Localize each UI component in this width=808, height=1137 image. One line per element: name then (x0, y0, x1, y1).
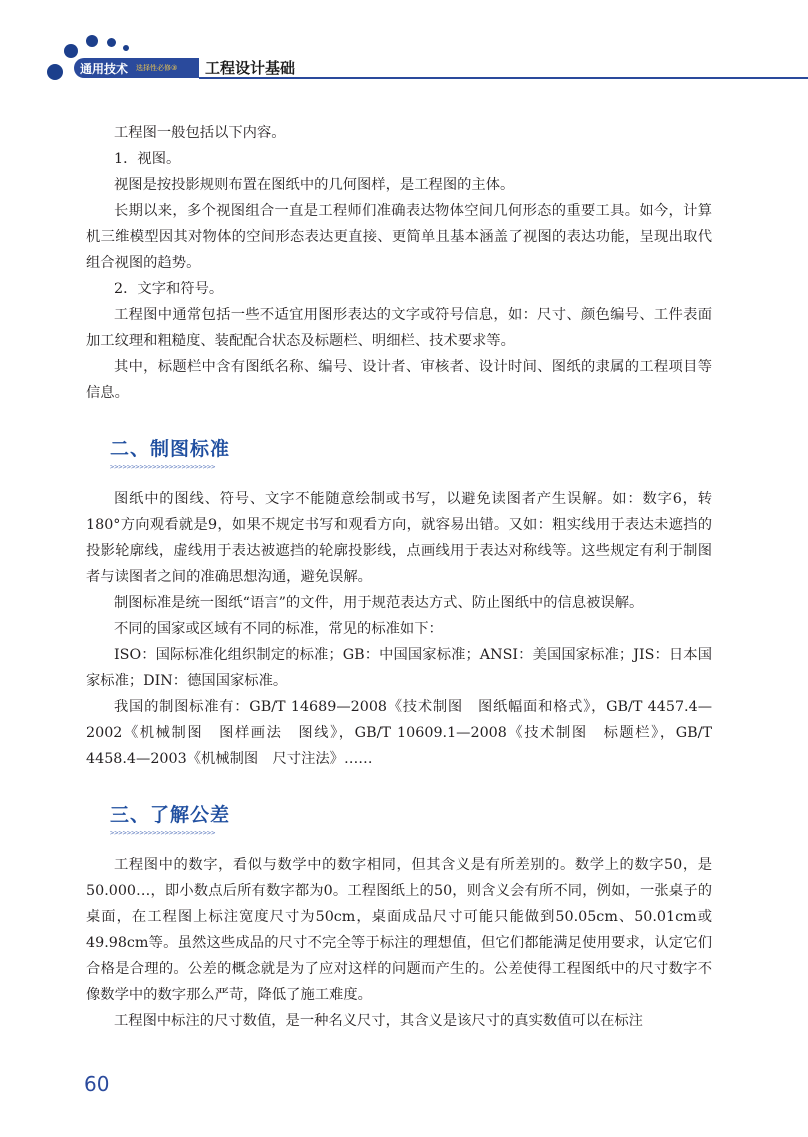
paragraph: 其中，标题栏中含有图纸名称、编号、设计者、审核者、设计时间、图纸的隶属的工程项目等信息。 (86, 359, 712, 401)
paragraph: 不同的国家或区域有不同的标准，常见的标准如下： (114, 621, 443, 637)
book-title: 工程设计基础 (205, 59, 296, 77)
paragraph: 2．文字和符号。 (114, 281, 224, 297)
paragraph: 视图是按投影规则布置在图纸中的几何图样，是工程图的主体。 (114, 177, 515, 193)
paragraph: 图纸中的图线、符号、文字不能随意绘制或书写，以避免读图者产生误解。如：数字6，转180°方向观看就是9，如果不规定书写和观看方向，就容易出错。又如：粗实线用于表达未遮挡的投影轮廓线，虚线用于表达被遮挡的轮廓投影线，点画线用于表达对称线等。这些规定有利于制图者与读图者之间的准确思想沟通，避免误解。 (86, 491, 712, 585)
paragraph: 工程图一般包括以下内容。 (114, 125, 286, 141)
section-heading-tolerance: 三、了解公差 (110, 804, 231, 826)
series-volume: 选择性必修③ (136, 64, 178, 72)
paragraph: ISO：国际标准化组织制定的标准；GB：中国国家标准；ANSI：美国国家标准；JIS：日本国家标准；DIN：德国国家标准。 (86, 647, 712, 689)
page-body (86, 120, 712, 1034)
decorative-dot-large (47, 64, 63, 80)
page-number: 60 (84, 1072, 110, 1096)
paragraph: 工程图中标注的尺寸数值，是一种名义尺寸，其含义是该尺寸的真实数值可以在标注 (114, 1013, 643, 1029)
heading-chevron-rule: >>>>>>>>>>>>>>>>>>>>>>>>> (110, 829, 216, 837)
paragraph: 1．视图。 (114, 151, 181, 167)
paragraph: 制图标准是统一图纸“语言”的文件，用于规范表达方式、防止图纸中的信息被误解。 (114, 595, 644, 611)
paragraph: 长期以来，多个视图组合一直是工程师们准确表达物体空间几何形态的重要工具。如今，计算机三维模型因其对物体的空间形态表达更直接、更简单且基本涵盖了视图的表达功能，呈现出取代组合视图的趋势。 (86, 203, 712, 271)
paragraph: 工程图中通常包括一些不适宜用图形表达的文字或符号信息，如：尺寸、颜色编号、工件表面加工纹理和粗糙度、装配配合状态及标题栏、明细栏、技术要求等。 (86, 307, 712, 349)
paragraph: 工程图中的数字，看似与数学中的数字相同，但其含义是有所差别的。数学上的数字50，是50.000…，即小数点后所有数字都为0。工程图纸上的50，则含义会有所不同，例如，一张桌子的桌面，在工程图上标注宽度尺寸为50cm，桌面成品尺寸可能只能做到50.05cm、50.01cm或49.98cm等。虽然这些成品的尺寸不完全等于标注的理想值，但它们都能满足使用要求，认定它们合格是合理的。公差的概念就是为了应对这样的问题而产生的。公差使得工程图纸中的尺寸数字不像数学中的数字那么严苛，降低了施工难度。 (86, 857, 712, 1003)
paragraph: 我国的制图标准有：GB/T 14689—2008《技术制图 图纸幅面和格式》，GB/T 4457.4—2002《机械制图 图样画法 图线》，GB/T 10609.1—2008《技术制图 标题栏》，GB/T 4458.4—2003《机械制图 尺寸注法》…… (86, 699, 712, 767)
decorative-dot (64, 44, 78, 58)
decorative-dot (86, 35, 98, 47)
section-heading-standards: 二、制图标准 (110, 438, 231, 460)
header-rule (199, 77, 808, 79)
page-header (0, 0, 808, 100)
series-name: 通用技术 (80, 62, 129, 76)
decorative-dot (107, 38, 116, 47)
heading-chevron-rule: >>>>>>>>>>>>>>>>>>>>>>>>> (110, 463, 216, 471)
decorative-dot-small (123, 45, 129, 51)
